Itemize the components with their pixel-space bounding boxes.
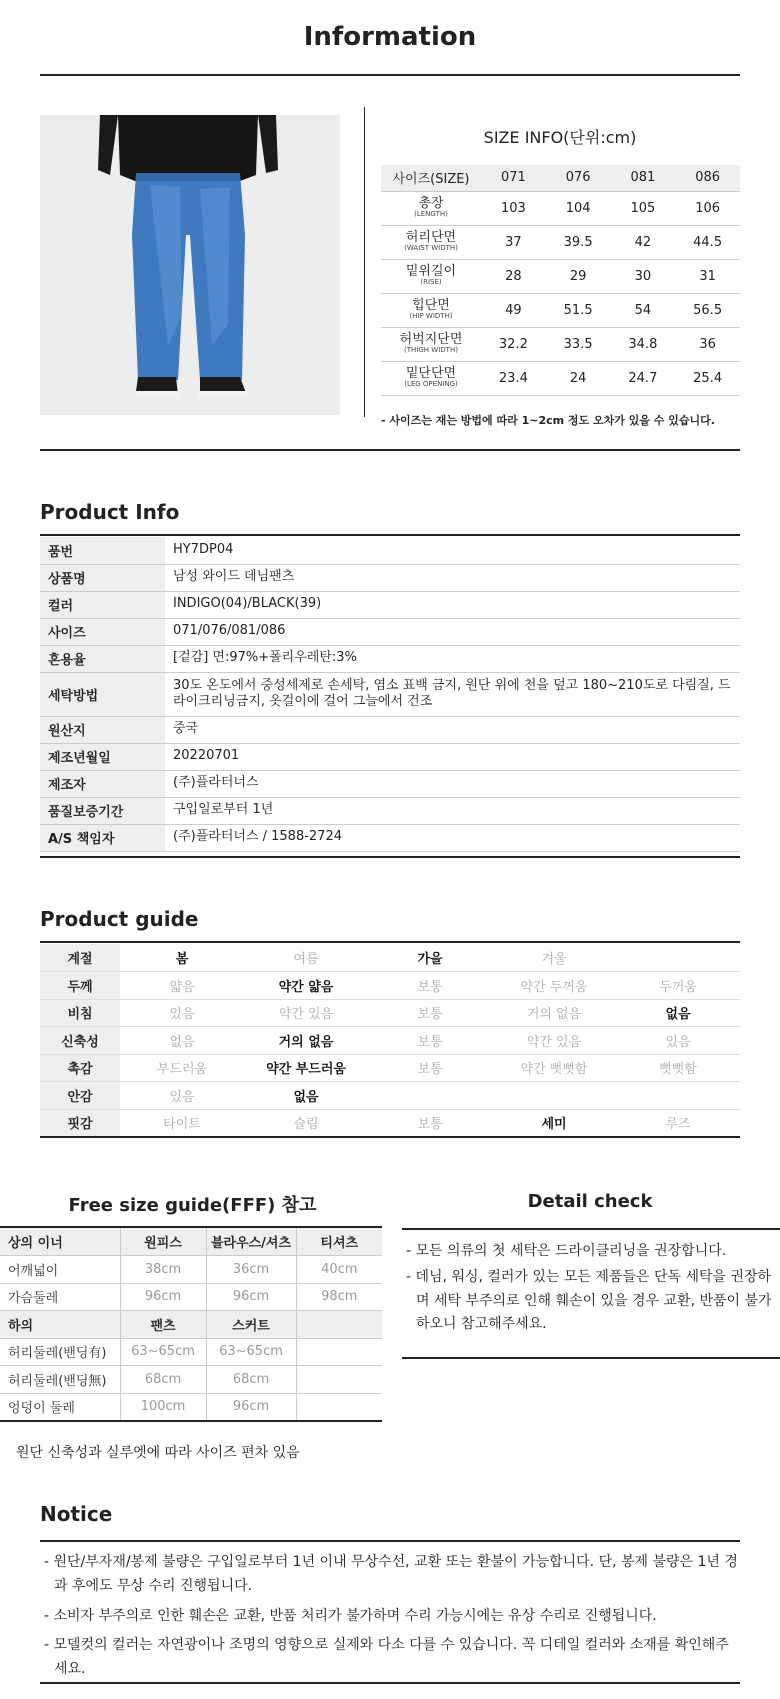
fs-header-cell <box>296 1311 382 1339</box>
size-row <box>381 361 740 395</box>
fs-cell: 68cm <box>206 1366 296 1394</box>
guide-option <box>616 944 740 972</box>
size-cell: 29 <box>546 259 611 293</box>
size-row <box>381 293 740 327</box>
product-info-table <box>40 537 740 852</box>
size-cell: 24.7 <box>611 361 676 395</box>
guide-option: 보통 <box>368 1054 492 1082</box>
guide-option: 있음 <box>120 1082 244 1110</box>
size-cell: 32.2 <box>481 327 546 361</box>
size-label: 밑단단면 <box>405 366 457 381</box>
guide-option-selected: 세미 <box>492 1109 616 1137</box>
info-key: 제조자 <box>40 770 165 797</box>
size-cell: 34.8 <box>611 327 676 361</box>
free-size-row <box>0 1366 382 1394</box>
info-value: (주)플라터너스 <box>165 770 740 797</box>
guide-option <box>368 1082 492 1110</box>
size-header-cell: 사이즈(SIZE) <box>381 165 481 191</box>
free-size-table <box>0 1228 382 1422</box>
size-cell: 37 <box>481 225 546 259</box>
size-label: 총장 <box>418 196 444 211</box>
size-cell: 31 <box>675 259 740 293</box>
product-info-row <box>40 564 740 591</box>
guide-option: 타이트 <box>120 1109 244 1137</box>
guide-row <box>40 1109 740 1137</box>
product-guide-title: Product guide <box>40 907 199 931</box>
fs-cell: 38cm <box>120 1256 206 1284</box>
size-cell: 49 <box>481 293 546 327</box>
guide-option: 뻣뻣함 <box>616 1054 740 1082</box>
guide-row <box>40 1082 740 1110</box>
free-size-note: 원단 신축성과 실루엣에 따라 사이즈 편차 있음 <box>16 1445 300 1461</box>
guide-option: 보통 <box>368 1109 492 1137</box>
info-key: 원산지 <box>40 716 165 743</box>
guide-option: 약간 있음 <box>492 1027 616 1055</box>
size-table-header <box>381 165 740 191</box>
size-note: - 사이즈는 재는 방법에 따라 1~2cm 정도 오차가 있을 수 있습니다. <box>381 414 715 427</box>
fs-header-cell: 상의 이너 <box>0 1228 120 1256</box>
fs-header-cell: 하의 <box>0 1311 120 1339</box>
fs-cell <box>296 1366 382 1394</box>
info-key: 세탁방법 <box>40 672 165 716</box>
size-label: 허리단면 <box>405 230 457 245</box>
notice-item: - 소비자 부주의로 인한 훼손은 교환, 반품 처리가 불가하며 수리 가능시에는 유상 수리로 진행됩니다. <box>44 1607 657 1624</box>
size-cell: 106 <box>675 191 740 225</box>
product-info-row <box>40 618 740 645</box>
fs-header-cell: 팬츠 <box>120 1311 206 1339</box>
size-sub-label: (LENGTH) <box>414 210 448 219</box>
fs-cell: 98cm <box>296 1283 382 1311</box>
vertical-divider <box>364 107 365 417</box>
detail-check-item: - 모든 의류의 첫 세탁은 드라이클리닝을 권장합니다. <box>406 1243 727 1259</box>
detail-check-box <box>402 1228 780 1359</box>
guide-row <box>40 999 740 1027</box>
fs-cell: 100cm <box>120 1393 206 1421</box>
fs-row-label: 엉덩이 둘레 <box>0 1393 120 1421</box>
guide-option-selected: 봄 <box>120 944 244 972</box>
size-cell: 36 <box>675 327 740 361</box>
guide-key: 안감 <box>40 1082 120 1110</box>
guide-option-selected: 거의 없음 <box>244 1027 368 1055</box>
fs-cell: 96cm <box>206 1283 296 1311</box>
fs-cell <box>296 1393 382 1421</box>
info-key: 품질보증기간 <box>40 797 165 824</box>
guide-row <box>40 972 740 1000</box>
free-size-header <box>0 1311 382 1339</box>
size-row <box>381 225 740 259</box>
size-cell: 56.5 <box>675 293 740 327</box>
guide-key: 계절 <box>40 944 120 972</box>
notice-box <box>40 1540 740 1684</box>
guide-option: 없음 <box>120 1027 244 1055</box>
notice-item: - 모델컷의 컬러는 자연광이나 조명의 영향으로 실제와 다소 다를 수 있습니다. 꼭 디테일 컬러와 소재를 확인해주세요. <box>44 1637 729 1678</box>
free-size-row <box>0 1338 382 1366</box>
size-row-label <box>381 225 481 259</box>
guide-option-selected: 없음 <box>616 999 740 1027</box>
notice-title: Notice <box>40 1502 113 1526</box>
size-sub-label: (WAIST WIDTH) <box>404 244 458 253</box>
size-cell: 23.4 <box>481 361 546 395</box>
size-header-cell: 071 <box>481 165 546 191</box>
guide-row <box>40 944 740 972</box>
size-cell: 44.5 <box>675 225 740 259</box>
guide-option: 약간 두꺼움 <box>492 972 616 1000</box>
size-header-cell: 076 <box>546 165 611 191</box>
info-value: HY7DP04 <box>165 537 740 564</box>
info-value: [겉감] 면:97%+폴리우레탄:3% <box>165 645 740 672</box>
notice-item: - 원단/부자재/봉제 불량은 구입일로부터 1년 이내 무상수선, 교환 또는 환불이 가능합니다. 단, 봉제 불량은 1년 경과 후에도 무상 수리 진행됩니다. <box>44 1554 738 1594</box>
info-value: 중국 <box>165 716 740 743</box>
size-row-label <box>381 327 481 361</box>
info-value: (주)플라터너스 / 1588-2724 <box>165 824 740 851</box>
guide-option: 거의 없음 <box>492 999 616 1027</box>
size-cell: 25.4 <box>675 361 740 395</box>
size-row-label <box>381 293 481 327</box>
free-size-header <box>0 1228 382 1256</box>
fs-header-cell: 원피스 <box>120 1228 206 1256</box>
size-label: 허벅지단면 <box>399 332 463 347</box>
product-guide-table <box>40 944 740 1138</box>
product-info-row <box>40 770 740 797</box>
size-header-cell: 086 <box>675 165 740 191</box>
fs-cell: 36cm <box>206 1256 296 1284</box>
size-label: 힙단면 <box>412 298 450 313</box>
divider <box>40 74 740 76</box>
size-cell: 39.5 <box>546 225 611 259</box>
product-info-row <box>40 824 740 851</box>
guide-option: 슬림 <box>244 1109 368 1137</box>
model-photo <box>40 115 340 415</box>
product-info-row <box>40 716 740 743</box>
info-key: 상품명 <box>40 564 165 591</box>
size-sub-label: (LEG OPENING) <box>404 380 458 389</box>
size-cell: 51.5 <box>546 293 611 327</box>
guide-option: 있음 <box>120 999 244 1027</box>
fs-row-label: 허리둘레(밴딩無) <box>0 1366 120 1394</box>
guide-option: 부드러움 <box>120 1054 244 1082</box>
size-cell: 33.5 <box>546 327 611 361</box>
size-row <box>381 327 740 361</box>
fs-header-cell: 스커트 <box>206 1311 296 1339</box>
size-sub-label: (THIGH WIDTH) <box>404 346 458 355</box>
guide-option-selected: 가을 <box>368 944 492 972</box>
info-value: 구입일로부터 1년 <box>165 797 740 824</box>
size-row-label <box>381 191 481 225</box>
information-title: Information <box>303 22 477 52</box>
guide-option: 보통 <box>368 999 492 1027</box>
info-key: 품번 <box>40 537 165 564</box>
size-cell: 24 <box>546 361 611 395</box>
size-table <box>381 165 740 396</box>
divider <box>40 941 740 943</box>
size-row <box>381 191 740 225</box>
product-info-row <box>40 672 740 716</box>
size-cell: 103 <box>481 191 546 225</box>
divider <box>40 534 740 536</box>
fs-row-label: 허리둘레(밴딩有) <box>0 1338 120 1366</box>
info-key: 제조년월일 <box>40 743 165 770</box>
guide-option: 약간 뻣뻣함 <box>492 1054 616 1082</box>
info-key: 컬러 <box>40 591 165 618</box>
size-cell: 30 <box>611 259 676 293</box>
guide-option: 보통 <box>368 1027 492 1055</box>
detail-check-item: - 데님, 워싱, 컬러가 있는 모든 제품들은 단독 세탁을 권장하며 세탁 부주의로 인해 훼손이 있을 경우 교환, 반품이 불가하오니 참고해주세요. <box>406 1268 772 1333</box>
guide-option <box>492 1082 616 1110</box>
size-cell: 104 <box>546 191 611 225</box>
size-cell: 54 <box>611 293 676 327</box>
product-info-title: Product Info <box>40 500 180 524</box>
fs-row-label: 가슴둘레 <box>0 1283 120 1311</box>
size-cell: 105 <box>611 191 676 225</box>
product-info-row <box>40 797 740 824</box>
guide-option: 약간 있음 <box>244 999 368 1027</box>
size-header-cell: 081 <box>611 165 676 191</box>
fs-cell: 63~65cm <box>206 1338 296 1366</box>
free-size-row <box>0 1256 382 1284</box>
size-sub-label: (RISE) <box>420 278 442 287</box>
fs-header-cell: 티셔츠 <box>296 1228 382 1256</box>
info-value: INDIGO(04)/BLACK(39) <box>165 591 740 618</box>
fs-cell: 63~65cm <box>120 1338 206 1366</box>
info-value: 30도 온도에서 중성세제로 손세탁, 염소 표백 금지, 원단 위에 천을 덮고 180~210도로 다림질, 드라이크리닝금지, 옷걸이에 걸어 그늘에서 건조 <box>165 672 740 716</box>
size-cell: 42 <box>611 225 676 259</box>
fs-cell: 40cm <box>296 1256 382 1284</box>
guide-option-selected: 없음 <box>244 1082 368 1110</box>
fs-cell: 68cm <box>120 1366 206 1394</box>
guide-row <box>40 1027 740 1055</box>
guide-option: 보통 <box>368 972 492 1000</box>
guide-option: 여름 <box>244 944 368 972</box>
guide-row <box>40 1054 740 1082</box>
info-key: 사이즈 <box>40 618 165 645</box>
product-info-row <box>40 537 740 564</box>
size-sub-label: (HIP WIDTH) <box>409 312 453 321</box>
free-size-row <box>0 1283 382 1311</box>
guide-key: 비침 <box>40 999 120 1027</box>
info-value: 071/076/081/086 <box>165 618 740 645</box>
size-row-label <box>381 361 481 395</box>
guide-key: 핏감 <box>40 1109 120 1137</box>
guide-option: 있음 <box>616 1027 740 1055</box>
guide-option: 두꺼움 <box>616 972 740 1000</box>
free-size-row <box>0 1393 382 1421</box>
fs-header-cell: 블라우스/셔츠 <box>206 1228 296 1256</box>
guide-option: 루즈 <box>616 1109 740 1137</box>
guide-key: 신축성 <box>40 1027 120 1055</box>
detail-check-title: Detail check <box>527 1191 653 1212</box>
guide-option: 겨울 <box>492 944 616 972</box>
product-info-row <box>40 743 740 770</box>
guide-option-selected: 약간 얇음 <box>244 972 368 1000</box>
info-key: A/S 책임자 <box>40 824 165 851</box>
size-row <box>381 259 740 293</box>
fs-cell <box>296 1338 382 1366</box>
divider <box>40 449 740 451</box>
guide-option <box>616 1082 740 1110</box>
free-size-guide-title: Free size guide(FFF) 참고 <box>68 1195 317 1216</box>
fs-row-label: 어깨넓이 <box>0 1256 120 1284</box>
size-info-title: SIZE INFO(단위:cm) <box>483 128 637 147</box>
guide-key: 촉감 <box>40 1054 120 1082</box>
guide-option-selected: 약간 부드러움 <box>244 1054 368 1082</box>
info-key: 혼용율 <box>40 645 165 672</box>
size-label: 밑위길이 <box>405 264 457 279</box>
info-value: 20220701 <box>165 743 740 770</box>
guide-option: 얇음 <box>120 972 244 1000</box>
size-row-label <box>381 259 481 293</box>
info-value: 남성 와이드 데님팬츠 <box>165 564 740 591</box>
product-info-row <box>40 645 740 672</box>
divider <box>40 856 740 858</box>
fs-cell: 96cm <box>120 1283 206 1311</box>
fs-cell: 96cm <box>206 1393 296 1421</box>
guide-key: 두께 <box>40 972 120 1000</box>
size-cell: 28 <box>481 259 546 293</box>
product-info-row <box>40 591 740 618</box>
